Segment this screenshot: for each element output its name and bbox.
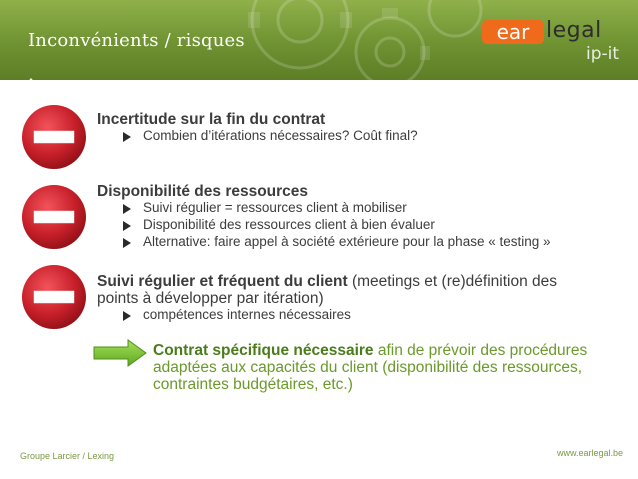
green-arrow-icon bbox=[92, 338, 148, 368]
bullet-arrow-icon bbox=[123, 221, 131, 231]
bullet-item: Disponibilité des ressources client à bien évaluer bbox=[143, 217, 435, 232]
stop-sign-icon bbox=[20, 103, 88, 171]
bullet-arrow-icon bbox=[123, 204, 131, 214]
logo-legal-text: legal bbox=[546, 18, 602, 43]
header-banner bbox=[0, 0, 638, 80]
bullet-arrow-icon bbox=[123, 132, 131, 142]
section-heading-resources: Disponibilité des ressources bbox=[97, 183, 309, 200]
logo-ear-text: ear bbox=[482, 20, 544, 44]
bullet-arrow-icon bbox=[123, 311, 131, 321]
footer-company: Groupe Larcier / Lexing bbox=[20, 451, 115, 461]
bullet-item: Alternative: faire appel à société extérieure pour la phase « testing » bbox=[143, 234, 551, 249]
conclusion-line3: contraintes budgétaires, etc.) bbox=[153, 376, 353, 393]
page-title: Inconvénients / risques bbox=[28, 30, 245, 51]
section-heading-follow-up-line2: points à développer par itération) bbox=[97, 290, 324, 307]
earlegal-logo bbox=[478, 14, 638, 68]
bullet-arrow-icon bbox=[123, 238, 131, 248]
header-pointer-icon bbox=[25, 78, 37, 85]
conclusion-line2: adaptées aux capacités du client (disponibilité des ressources, bbox=[153, 359, 583, 376]
bullet-item: Combien d’itérations nécessaires? Coût final? bbox=[143, 128, 418, 143]
stop-sign-icon bbox=[20, 183, 88, 251]
footer-website-link[interactable]: www.earlegal.be bbox=[557, 448, 624, 458]
logo-ipit-text: ip-it bbox=[586, 44, 620, 64]
bullet-item: Suivi régulier = ressources client à mobiliser bbox=[143, 200, 407, 215]
bullet-item: compétences internes nécessaires bbox=[143, 307, 351, 322]
section-heading-contract: Incertitude sur la fin du contrat bbox=[97, 111, 326, 128]
conclusion-line1: Contrat spécifique nécessaire afin de prévoir des procédures bbox=[153, 342, 588, 359]
section-heading-follow-up: Suivi régulier et fréquent du client (meetings et (re)définition des bbox=[97, 273, 557, 290]
stop-sign-icon bbox=[20, 263, 88, 331]
